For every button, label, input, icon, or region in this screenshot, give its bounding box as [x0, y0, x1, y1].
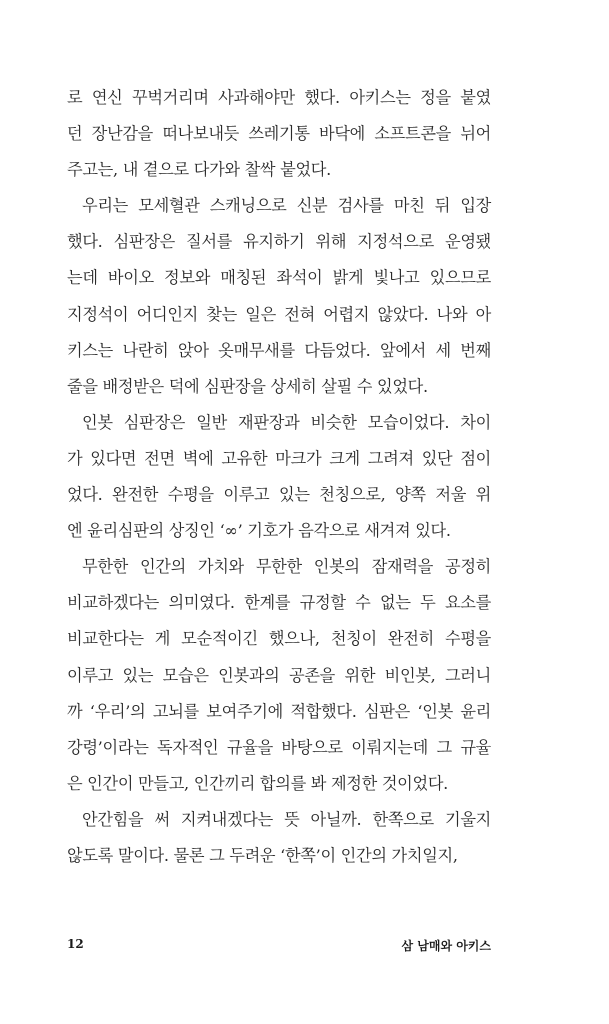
page-number: 12	[67, 937, 84, 951]
text-line: 안간힘을 써 지켜내겠다는 뜻 아닐까. 한쪽으로 기울지	[82, 809, 491, 829]
text-line: 는데 바이오 정보와 매칭된 좌석이 밝게 빛나고 있으므로	[67, 268, 491, 288]
text-line: 주고는, 내 곁으로 다가와 찰싹 붙었다.	[67, 160, 331, 180]
text-line: 우리는 모세혈관 스캐닝으로 신분 검사를 마친 뒤 입장	[82, 196, 491, 216]
text-line: 강령’이라는 독자적인 규율을 바탕으로 이뤄지는데 그 규율	[67, 737, 491, 757]
text-line: 비교한다는 게 모순적이긴 했으나, 천칭이 완전히 수평을	[67, 629, 491, 649]
text-line: 지정석이 어디인지 찾는 일은 전혀 어렵지 않았다. 나와 아	[67, 304, 491, 324]
text-line: 줄을 배정받은 덕에 심판장을 상세히 살필 수 있었다.	[67, 376, 428, 396]
text-line: 던 장난감을 떠나보내듯 쓰레기통 바닥에 소프트콘을 뉘어	[67, 124, 491, 144]
text-line: 가 있다면 전면 벽에 고유한 마크가 크게 그려져 있단 점이	[67, 448, 491, 468]
text-line: 엔 윤리심판의 상징인 ‘∞’ 기호가 음각으로 새겨져 있다.	[67, 521, 451, 541]
body-text	[67, 80, 491, 874]
text-line: 무한한 인간의 가치와 무한한 인봇의 잠재력을 공정히	[82, 557, 491, 577]
text-line: 까 ‘우리’의 고뇌를 보여주기에 적합했다. 심판은 ‘인봇 윤리	[67, 701, 491, 721]
text-line: 었다. 완전한 수평을 이루고 있는 천칭으로, 양쪽 저울 위	[67, 485, 491, 505]
text-line: 했다. 심판장은 질서를 유지하기 위해 지정석으로 운영됐	[67, 232, 491, 252]
text-line: 은 인간이 만들고, 인간끼리 합의를 봐 제정한 것이었다.	[67, 773, 449, 793]
text-line: 이루고 있는 모습은 인봇과의 공존을 위한 비인봇, 그러니	[67, 665, 491, 685]
text-line: 인봇 심판장은 일반 재판장과 비슷한 모습이었다. 차이	[82, 412, 491, 432]
text-line: 않도록 말이다. 물론 그 두려운 ‘한쪽’이 인간의 가치일지,	[67, 845, 458, 865]
running-title: 삼 남매와 아키스	[401, 939, 491, 953]
text-line: 비교하겠다는 의미였다. 한계를 규정할 수 없는 두 요소를	[67, 593, 491, 613]
text-line: 키스는 나란히 앉아 옷매무새를 다듬었다. 앞에서 세 번째	[67, 340, 491, 360]
text-line: 로 연신 꾸벅거리며 사과해야만 했다. 아키스는 정을 붙였	[67, 88, 491, 107]
